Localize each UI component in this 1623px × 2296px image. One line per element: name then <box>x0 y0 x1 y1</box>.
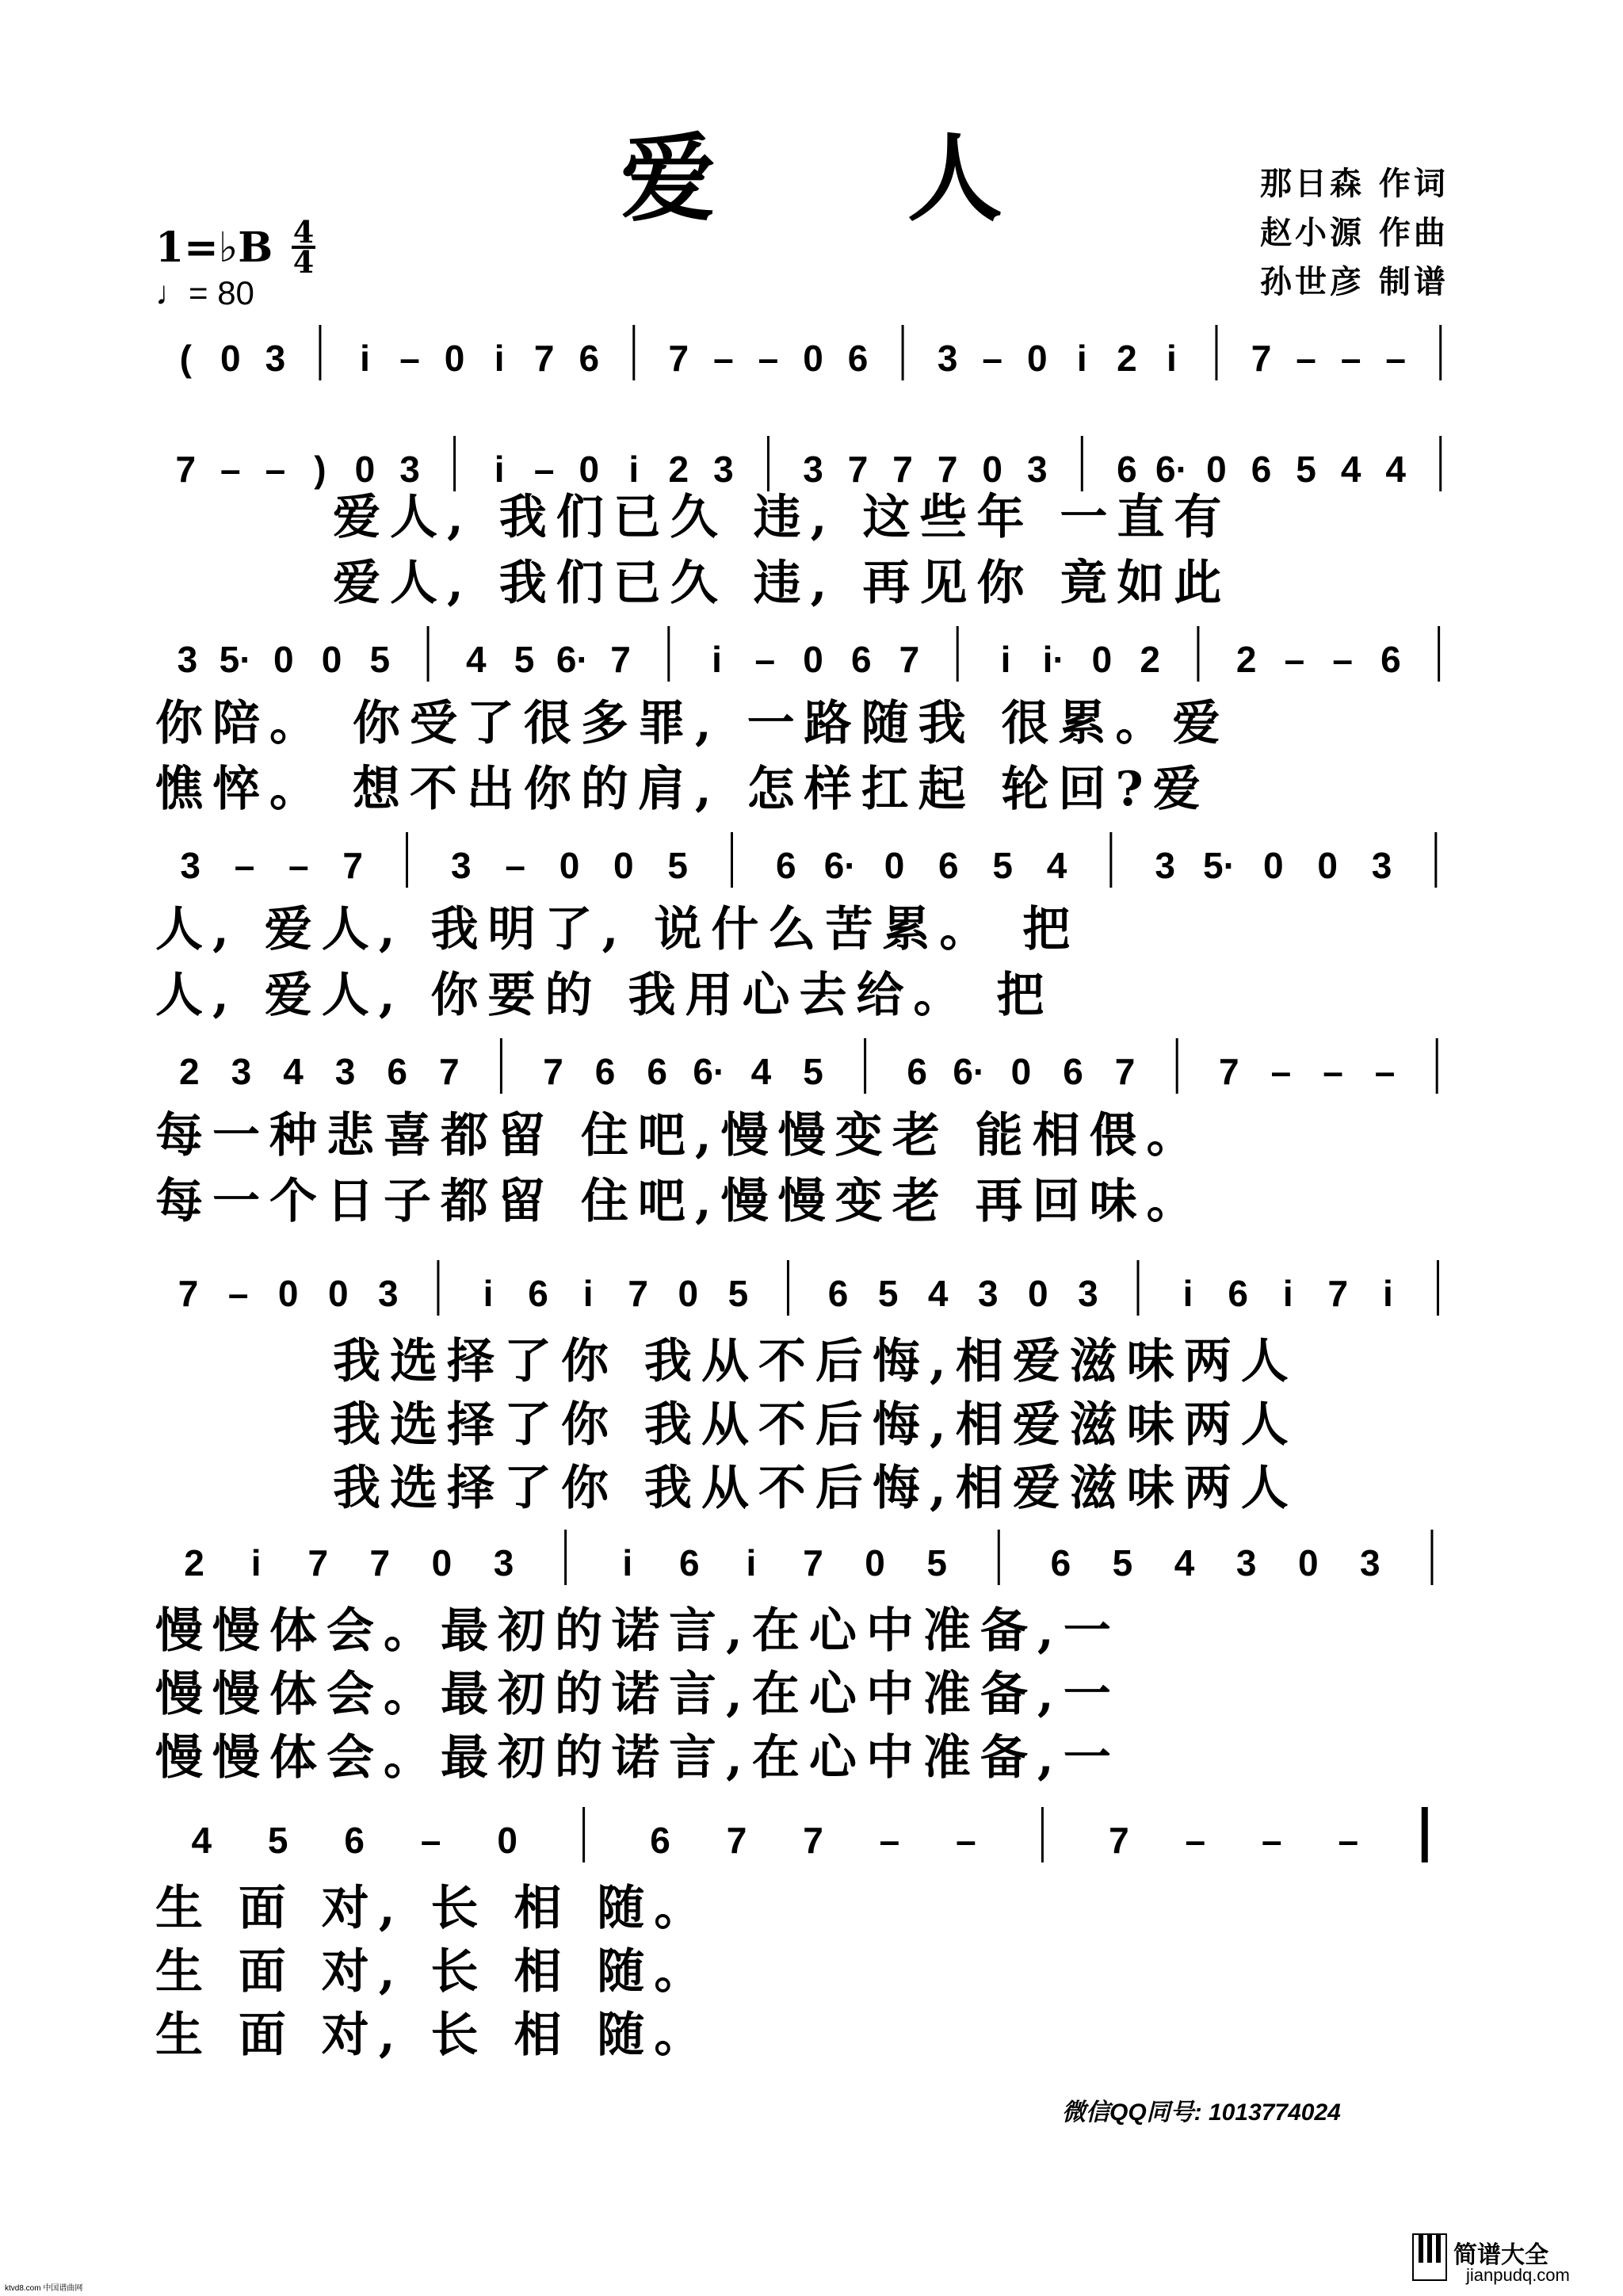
note: 4 <box>191 1820 212 1861</box>
note: 0 <box>678 1273 699 1314</box>
note: 7 <box>1251 338 1272 379</box>
notation-svg-1 <box>155 325 1471 388</box>
note: i· <box>1042 639 1065 680</box>
note: – <box>1385 338 1406 379</box>
note: 0 <box>1026 338 1048 379</box>
note: 5 <box>877 1273 899 1314</box>
note: i <box>712 639 722 680</box>
note: 3 <box>1155 845 1175 886</box>
note: – <box>1323 1051 1343 1092</box>
note: 6 <box>907 1051 927 1092</box>
note: 3 <box>1360 1542 1381 1584</box>
note: 3 <box>265 338 286 379</box>
note: 6· <box>1155 449 1188 490</box>
note: 0 <box>277 1273 299 1314</box>
note: i <box>1076 338 1087 379</box>
note: – <box>1262 1820 1282 1861</box>
note: 2 <box>184 1542 204 1584</box>
lyric-line: 每一种悲喜都留 住吧,慢慢变老 能相偎。 <box>155 1108 1204 1163</box>
note: 4 <box>1385 449 1406 490</box>
note: – <box>234 845 255 886</box>
lyric-line: 我选择了你 我从不后悔,相爱滋味两人 <box>333 1461 1298 1516</box>
note: 3 <box>493 1542 514 1584</box>
footer-small-text: ktvd8.com 中国谱曲网 <box>5 2284 83 2293</box>
note: 7 <box>1219 1051 1239 1092</box>
note: 2 <box>1140 639 1160 680</box>
note: 4 <box>1174 1542 1195 1584</box>
lyric-line: 生 面 对, 长 相 随。 <box>155 2008 712 2063</box>
lyric-line: 人, 爱人, 你要的 我用心去给。 把 <box>155 968 1054 1023</box>
note: 6 <box>938 845 959 886</box>
note: – <box>758 338 779 379</box>
note: – <box>1374 1051 1396 1092</box>
note: 7 <box>1109 1820 1129 1861</box>
note: 7 <box>175 449 197 490</box>
note: ) <box>314 449 327 490</box>
note: 7 <box>668 338 689 379</box>
note: 3 <box>803 449 823 490</box>
note: i <box>746 1542 757 1584</box>
note: 7 <box>899 639 920 680</box>
note: 6· <box>693 1051 726 1092</box>
note: 6 <box>1251 449 1272 490</box>
note: 6· <box>556 639 589 680</box>
note: 5 <box>267 1820 288 1861</box>
notation-svg-4 <box>155 832 1471 896</box>
note: 3 <box>937 338 958 379</box>
time-signature-bottom: 4 <box>292 244 315 280</box>
note: 7 <box>726 1820 747 1861</box>
note: 6 <box>1381 639 1401 680</box>
note: 4 <box>283 1051 304 1092</box>
note: 6 <box>387 1051 407 1092</box>
note: 7 <box>342 845 363 886</box>
note: 6 <box>647 1051 667 1092</box>
note: 0 <box>1028 1273 1048 1314</box>
notation-row-7 <box>155 1530 1471 1593</box>
note: 0 <box>1091 639 1113 680</box>
note: 7 <box>610 639 631 680</box>
note: 0 <box>613 845 634 886</box>
note: – <box>754 639 776 680</box>
note: 0 <box>559 845 580 886</box>
note: 0 <box>354 449 376 490</box>
note: – <box>420 1820 441 1861</box>
note: – <box>265 449 286 490</box>
note: 3 <box>180 845 200 886</box>
note: 2 <box>668 449 689 490</box>
note: 7 <box>369 1542 391 1584</box>
note: 0 <box>982 449 1003 490</box>
note: 5 <box>369 639 391 680</box>
note: 3 <box>231 1051 252 1092</box>
note: 0 <box>273 639 294 680</box>
time-signature-top: 4 <box>292 214 315 250</box>
note: 0 <box>1297 1542 1319 1584</box>
note: 5· <box>1203 845 1235 886</box>
note: 2 <box>1235 639 1257 680</box>
note: 3 <box>1078 1273 1098 1314</box>
note: 4 <box>466 639 487 680</box>
note: 6 <box>847 338 869 379</box>
note: 0 <box>1010 1051 1032 1092</box>
note: 6 <box>1117 449 1137 490</box>
note: 0 <box>327 1273 349 1314</box>
note: i <box>1000 639 1011 680</box>
note: 6· <box>823 845 857 886</box>
note: 5 <box>514 639 535 680</box>
note: 4 <box>1046 845 1067 886</box>
note: 7 <box>803 1542 823 1584</box>
note: 4 <box>750 1051 772 1092</box>
note: 0 <box>579 449 600 490</box>
note: 2 <box>1117 338 1137 379</box>
note: 4 <box>1340 449 1361 490</box>
note: 3 <box>977 1273 999 1314</box>
lyric-line: 憔悴。 想不出你的肩, 怎样扛起 轮回?爱 <box>155 762 1210 817</box>
lyric-line: 爱人, 我们已久 违, 再见你 竟如此 <box>333 556 1232 611</box>
lyric-line: 我选择了你 我从不后悔,相爱滋味两人 <box>333 1397 1298 1453</box>
note: 5 <box>926 1542 947 1584</box>
notation-row-8 <box>155 1807 1471 1870</box>
note: – <box>1270 1051 1292 1092</box>
notation-svg-8 <box>155 1807 1471 1870</box>
note: – <box>227 1273 249 1314</box>
notation-svg-3 <box>155 626 1471 690</box>
note: 3 <box>1026 449 1048 490</box>
note: 5· <box>219 639 252 680</box>
note: i <box>582 1273 594 1314</box>
note: 7 <box>178 1273 199 1314</box>
notation-row-1 <box>155 325 1471 388</box>
note: i <box>1382 1273 1393 1314</box>
lyricist-credit: 那日森 作词 <box>1260 165 1449 202</box>
note: 3 <box>713 449 734 490</box>
note: 6 <box>344 1820 365 1861</box>
brand-url: jianpudq.com <box>1466 2265 1570 2285</box>
note: – <box>1284 639 1305 680</box>
note: 6 <box>1063 1051 1083 1092</box>
note: 6 <box>1228 1273 1248 1314</box>
lyric-line: 人, 爱人, 我明了, 说什么苦累。 把 <box>155 902 1080 957</box>
note: 0 <box>1317 845 1338 886</box>
note: 7 <box>439 1051 460 1092</box>
notation-svg-6 <box>155 1260 1471 1324</box>
lyric-line: 每一个日子都留 住吧,慢慢变老 再回味。 <box>155 1174 1204 1229</box>
note: 6 <box>579 338 600 379</box>
notation-row-3 <box>155 626 1471 690</box>
note: 3 <box>399 449 420 490</box>
notation-svg-5 <box>155 1038 1471 1102</box>
note: 6 <box>776 845 796 886</box>
note: 3 <box>334 1051 356 1092</box>
note: i <box>1282 1273 1293 1314</box>
note: 3 <box>1371 845 1392 886</box>
note: – <box>879 1820 900 1861</box>
note: 2 <box>179 1051 200 1092</box>
note: 0 <box>803 639 823 680</box>
notation-row-6 <box>155 1260 1471 1324</box>
note: 0 <box>497 1820 517 1861</box>
note: 7 <box>543 1051 563 1092</box>
note: 0 <box>444 338 465 379</box>
note: 6 <box>850 639 872 680</box>
note: – <box>220 449 241 490</box>
lyric-line: 慢慢体会。最初的诺言,在心中准备,一 <box>155 1667 1121 1722</box>
note: 7 <box>847 449 869 490</box>
note: 6 <box>827 1273 849 1314</box>
note: – <box>288 845 309 886</box>
note: 6 <box>1050 1542 1071 1584</box>
note: 4 <box>927 1273 949 1314</box>
notation-row-5 <box>155 1038 1471 1102</box>
note: 3 <box>378 1273 399 1314</box>
note: 7 <box>533 338 555 379</box>
note: 0 <box>1206 449 1227 490</box>
note: 6 <box>594 1051 616 1092</box>
note: 7 <box>892 449 913 490</box>
note: 5 <box>803 1051 823 1092</box>
lyric-line: 慢慢体会。最初的诺言,在心中准备,一 <box>155 1603 1121 1659</box>
note: – <box>533 449 555 490</box>
lyric-line: 慢慢体会。最初的诺言,在心中准备,一 <box>155 1730 1121 1786</box>
note: 5 <box>667 845 688 886</box>
note: 0 <box>1263 845 1284 886</box>
note: 0 <box>321 639 342 680</box>
note: 0 <box>884 845 905 886</box>
note: 0 <box>803 338 823 379</box>
note: i <box>494 338 505 379</box>
note: 7 <box>1114 1051 1136 1092</box>
note: – <box>1340 338 1361 379</box>
note: – <box>956 1820 976 1861</box>
notation-row-4 <box>155 832 1471 896</box>
note: – <box>1296 338 1316 379</box>
note: 6 <box>650 1820 670 1861</box>
key-signature: 1=♭B <box>155 223 273 272</box>
note: i <box>494 449 505 490</box>
note: – <box>399 338 420 379</box>
note: 3 <box>177 639 198 680</box>
note: 3 <box>451 845 472 886</box>
note: – <box>505 845 525 886</box>
arranger-credit: 孙世彦 制谱 <box>1260 263 1449 300</box>
song-title: 爱 人 <box>621 123 1082 235</box>
note: 0 <box>431 1542 453 1584</box>
note: i <box>483 1273 494 1314</box>
composer-credit: 赵小源 作曲 <box>1260 214 1449 251</box>
note: i <box>1182 1273 1193 1314</box>
lyric-line: 你陪。 你受了很多罪, 一路随我 很累。爱 <box>155 696 1230 751</box>
note: 5 <box>1112 1542 1133 1584</box>
watermark-contact: 微信QQ同号: 1013774024 <box>1062 2099 1341 2126</box>
lyric-line: 我选择了你 我从不后悔,相爱滋味两人 <box>333 1334 1298 1389</box>
note: 7 <box>803 1820 823 1861</box>
notation-svg-7 <box>155 1530 1471 1593</box>
note: – <box>1185 1820 1206 1861</box>
note: – <box>982 338 1003 379</box>
note: 7 <box>307 1542 329 1584</box>
note: 7 <box>937 449 958 490</box>
note: ( <box>179 338 192 379</box>
lyric-line: 爱人, 我们已久 违, 这些年 一直有 <box>333 490 1232 545</box>
note: 6· <box>953 1051 986 1092</box>
note: 6 <box>528 1273 548 1314</box>
brand-name: 简谱大全 <box>1453 2242 1549 2268</box>
note: – <box>1338 1820 1359 1861</box>
time-signature <box>292 214 315 280</box>
note: 3 <box>1235 1542 1257 1584</box>
lyric-line: 生 面 对, 长 相 随。 <box>155 1881 712 1936</box>
note: 0 <box>865 1542 885 1584</box>
lyric-line: 生 面 对, 长 相 随。 <box>155 1944 712 2000</box>
note: i <box>628 449 640 490</box>
note: 7 <box>1327 1273 1349 1314</box>
note: – <box>1332 639 1353 680</box>
note: i <box>1167 338 1177 379</box>
note: 0 <box>220 338 241 379</box>
note: 5 <box>727 1273 749 1314</box>
note: 7 <box>628 1273 649 1314</box>
piano-keys-icon <box>1412 2233 1447 2281</box>
tempo-marking: ♩= 80 <box>155 274 254 311</box>
note: i <box>622 1542 633 1584</box>
note: i <box>360 338 370 379</box>
note: 5 <box>992 845 1013 886</box>
note: 6 <box>679 1542 700 1584</box>
note: 5 <box>1296 449 1316 490</box>
note: i <box>250 1542 262 1584</box>
note: – <box>713 338 734 379</box>
